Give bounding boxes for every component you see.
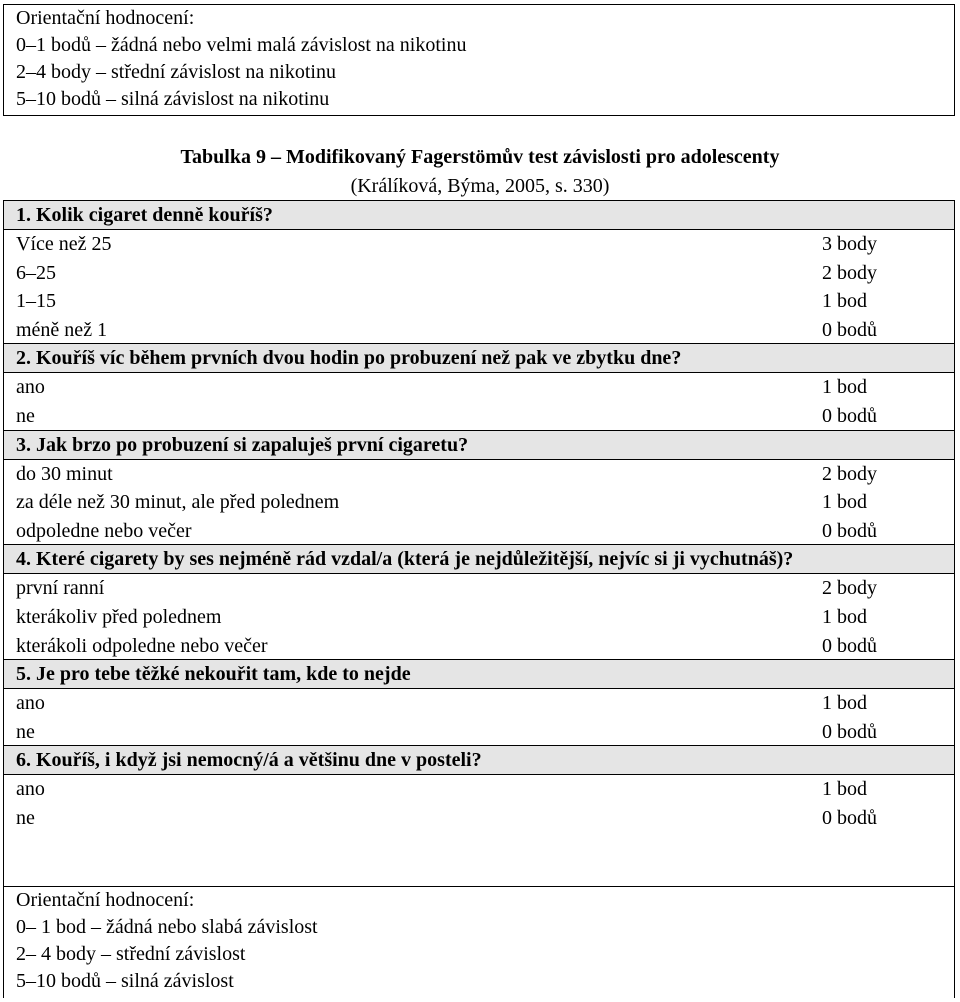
- answer-row: [4, 460, 954, 489]
- answer-points: 2 body: [822, 577, 877, 600]
- answer-label: kterákoli odpoledne nebo večer: [16, 634, 268, 657]
- answer-row: [4, 689, 954, 718]
- answer-row: [4, 804, 954, 833]
- questionnaire-table: [3, 200, 955, 886]
- answer-row: [4, 574, 954, 603]
- answer-points: 0 bodů: [822, 634, 877, 657]
- answer-points: 0 bodů: [822, 519, 877, 542]
- question-row: 2. Kouříš víc během prvních dvou hodin po probuzení než pak ve zbytku dne?: [4, 343, 954, 373]
- answer-points: 0 bodů: [822, 404, 877, 427]
- answer-row: [4, 718, 954, 747]
- answer-label: ne: [16, 720, 35, 743]
- bottom-assessment-box: [3, 886, 955, 998]
- answer-label: ne: [16, 404, 35, 427]
- question-row: 6. Kouříš, i když jsi nemocný/á a většinu dne v posteli?: [4, 745, 954, 775]
- bottom-assessment-heading: Orientační hodnocení:: [16, 889, 195, 911]
- answer-points: 1 bod: [822, 778, 867, 801]
- answer-label: odpoledne nebo večer: [16, 519, 192, 542]
- bottom-assessment-line: 2– 4 body – střední závislost: [16, 943, 246, 965]
- answer-row: [4, 259, 954, 288]
- answer-label: ano: [16, 778, 45, 801]
- answer-label: kterákoliv před polednem: [16, 605, 222, 628]
- answer-label: 1–15: [16, 290, 56, 313]
- answer-label: ano: [16, 376, 45, 399]
- answer-label: méně než 1: [16, 318, 108, 341]
- answer-points: 0 bodů: [822, 806, 877, 829]
- answer-points: 2 body: [822, 462, 877, 485]
- question-row: 5. Je pro tebe těžké nekouřit tam, kde to nejde: [4, 659, 954, 689]
- answer-label: Více než 25: [16, 233, 112, 255]
- answer-row: [4, 230, 954, 259]
- answer-points: 1 bod: [822, 376, 867, 399]
- answer-label: ano: [16, 692, 45, 715]
- answer-row: [4, 287, 954, 316]
- answer-points: 0 bodů: [822, 720, 877, 743]
- top-assessment-heading: Orientační hodnocení:: [16, 7, 195, 29]
- top-assessment-line: 5–10 bodů – silná závislost na nikotinu: [16, 88, 330, 110]
- answer-label: ne: [16, 806, 35, 829]
- answer-points: 1 bod: [822, 605, 867, 628]
- answer-label: do 30 minut: [16, 462, 113, 485]
- top-assessment-line: 0–1 bodů – žádná nebo velmi malá závislost na nikotinu: [16, 34, 467, 56]
- answer-row: [4, 632, 954, 661]
- answer-row: [4, 402, 954, 431]
- answer-row: [4, 373, 954, 402]
- answer-row: [4, 603, 954, 632]
- answer-label: první ranní: [16, 577, 105, 600]
- question-row: 3. Jak brzo po probuzení si zapaluješ první cigaretu?: [4, 430, 954, 460]
- answer-points: 3 body: [822, 233, 877, 255]
- answer-points: 0 bodů: [822, 318, 877, 341]
- top-assessment-box: [3, 4, 955, 116]
- top-assessment-line: 2–4 body – střední závislost na nikotinu: [16, 61, 336, 83]
- bottom-assessment-line: 5–10 bodů – silná závislost: [16, 970, 234, 992]
- answer-row: [4, 775, 954, 804]
- answer-points: 1 bod: [822, 491, 867, 514]
- question-row: 4. Které cigarety by ses nejméně rád vzdal/a (která je nejdůležitější, nejvíc si ji vychutnáš)?: [4, 544, 954, 574]
- answer-label: 6–25: [16, 261, 56, 284]
- answer-points: 1 bod: [822, 290, 867, 313]
- answer-row: [4, 316, 954, 345]
- answer-row: [4, 517, 954, 546]
- table-title: Tabulka 9 – Modifikovaný Fagerstömův test závislosti pro adolescenty: [180, 146, 780, 168]
- bottom-assessment-line: 0– 1 bod – žádná nebo slabá závislost: [16, 916, 318, 938]
- answer-label: za déle než 30 minut, ale před polednem: [16, 491, 340, 514]
- answer-points: 1 bod: [822, 692, 867, 715]
- answer-row: [4, 488, 954, 517]
- answer-points: 2 body: [822, 261, 877, 284]
- question-row: 1. Kolik cigaret denně kouříš?: [4, 201, 954, 230]
- table-source: (Králíková, Býma, 2005, s. 330): [350, 175, 610, 197]
